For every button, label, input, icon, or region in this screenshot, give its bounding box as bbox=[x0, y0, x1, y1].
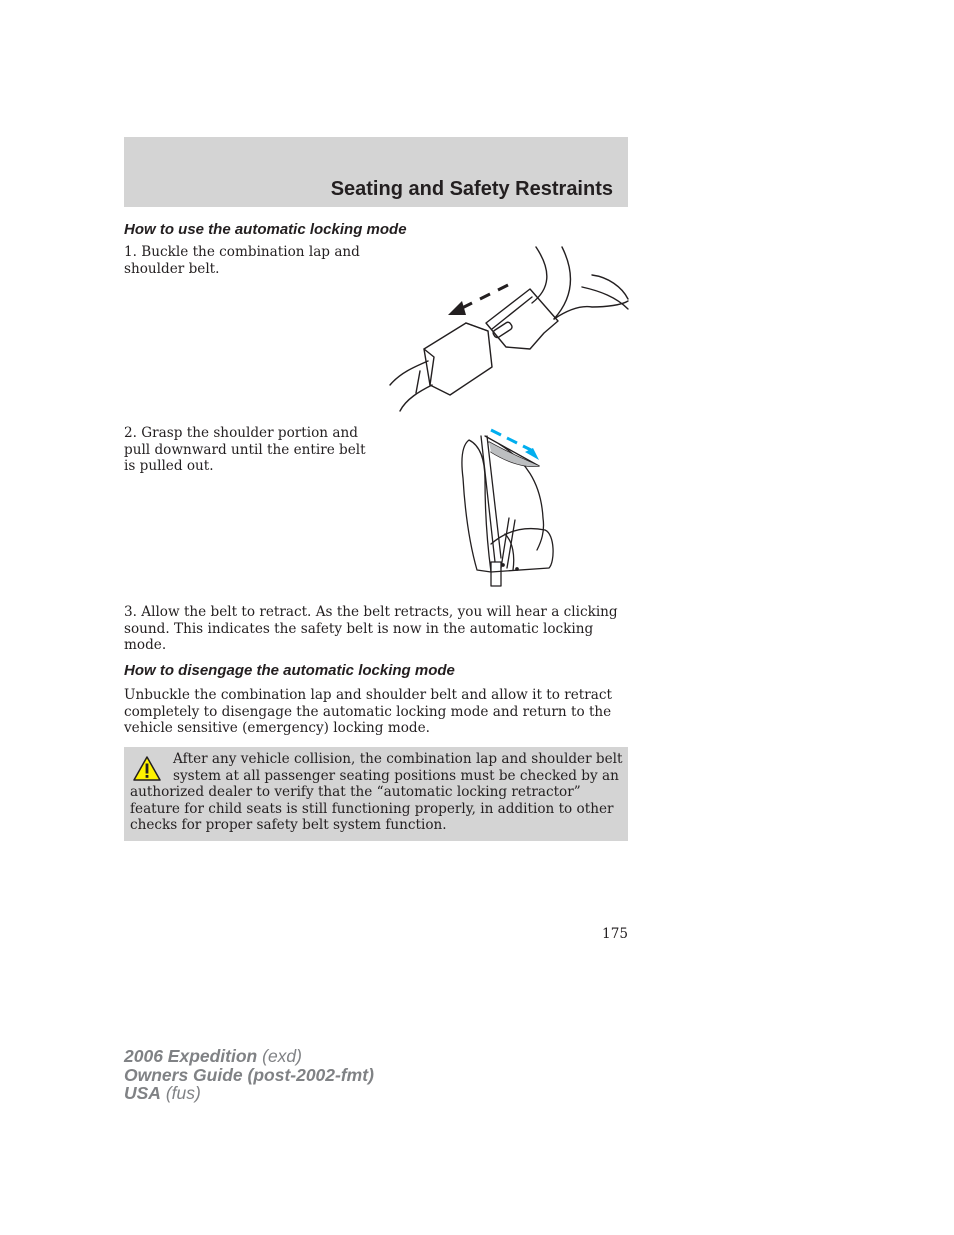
footer-model: 2006 Expedition bbox=[124, 1046, 258, 1066]
buckle-illustration bbox=[386, 245, 630, 413]
warning-text: After any vehicle collision, the combination lap and shoulder belt system at all passenger seating positions must be checked by an authorized dealer to verify that the “automatic locking retractor” feature for child seats is still functioning properly, in addition to other checks for proper safety belt system function. bbox=[130, 751, 623, 833]
warning-box bbox=[124, 747, 628, 841]
footer-market: USA bbox=[124, 1083, 161, 1103]
header-band bbox=[124, 137, 628, 207]
footer-line-2: Owners Guide (post-2002-fmt) bbox=[124, 1064, 374, 1085]
footer-line-1 bbox=[124, 1047, 374, 1066]
page-title: Seating and Safety Restraints bbox=[330, 178, 613, 200]
footer-market-code: (fus) bbox=[165, 1083, 201, 1103]
step-2-text: 2. Grasp the shoulder portion and pull downward until the entire belt is pulled out. bbox=[124, 425, 366, 474]
footer-line-3 bbox=[124, 1084, 374, 1103]
disengage-paragraph: Unbuckle the combination lap and shoulder belt and allow it to retract completely to disengage the automatic locking mode and return to the vehicle sensitive (emergency) locking mode. bbox=[124, 687, 612, 736]
footer bbox=[124, 1047, 374, 1103]
section-heading-disengage: How to disengage the automatic locking mode bbox=[124, 662, 455, 679]
footer-model-code: (exd) bbox=[262, 1046, 302, 1066]
page-number: 175 bbox=[602, 926, 628, 942]
step-1-text: 1. Buckle the combination lap and shoulder belt. bbox=[124, 244, 360, 277]
step-3-text: 3. Allow the belt to retract. As the belt retracts, you will hear a clicking sound. This indicates the safety belt is now in the automatic locking mode. bbox=[124, 604, 618, 653]
section-heading-use: How to use the automatic locking mode bbox=[124, 221, 407, 238]
seat-belt-pull-illustration bbox=[455, 422, 561, 590]
